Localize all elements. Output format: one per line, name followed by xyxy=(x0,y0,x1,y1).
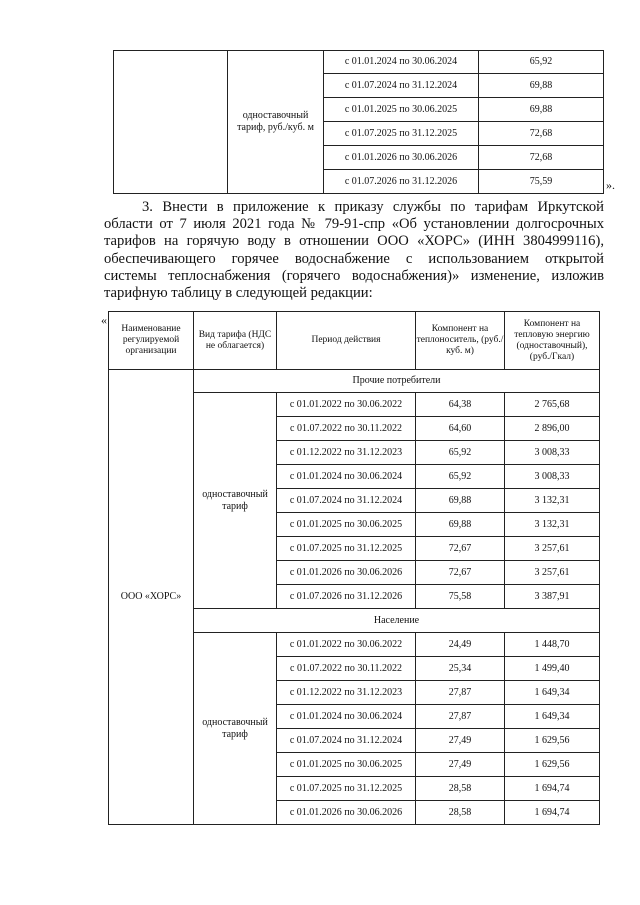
row-carrier-value: 65,92 xyxy=(416,441,505,465)
row-energy-value: 3 132,31 xyxy=(505,489,600,513)
group-tariff-type: одноставочный тариф xyxy=(194,393,277,609)
top-table-value: 69,88 xyxy=(479,74,604,98)
top-table-period: с 01.07.2026 по 31.12.2026 xyxy=(324,170,479,194)
row-carrier-value: 24,49 xyxy=(416,633,505,657)
row-energy-value: 1 649,34 xyxy=(505,681,600,705)
row-carrier-value: 65,92 xyxy=(416,465,505,489)
paragraph-line: системы теплоснабжения (горячего водоснабжения)» изменение, изложив xyxy=(104,267,604,284)
row-carrier-value: 28,58 xyxy=(416,777,505,801)
row-energy-value: 1 629,56 xyxy=(505,729,600,753)
paragraph-line: области от 7 июля 2021 года № 79-91-спр «Об установлении долгосрочных xyxy=(104,216,604,233)
opening-quote-mark: « xyxy=(101,313,107,327)
row-period: с 01.07.2024 по 31.12.2024 xyxy=(277,729,416,753)
row-carrier-value: 27,87 xyxy=(416,681,505,705)
header-period: Период действия xyxy=(277,312,416,370)
row-period: с 01.01.2025 по 30.06.2025 xyxy=(277,513,416,537)
main-tariff-table xyxy=(108,311,600,825)
row-period: с 01.01.2024 по 30.06.2024 xyxy=(277,465,416,489)
row-period: с 01.07.2026 по 31.12.2026 xyxy=(277,585,416,609)
row-carrier-value: 64,38 xyxy=(416,393,505,417)
top-table-value: 65,92 xyxy=(479,51,604,74)
row-period: с 01.01.2022 по 30.06.2022 xyxy=(277,633,416,657)
row-period: с 01.07.2025 по 31.12.2025 xyxy=(277,537,416,561)
group-title-population: Население xyxy=(194,609,600,633)
row-energy-value: 1 649,34 xyxy=(505,705,600,729)
row-period: с 01.01.2026 по 30.06.2026 xyxy=(277,801,416,825)
row-period: с 01.07.2022 по 30.11.2022 xyxy=(277,417,416,441)
row-energy-value: 1 629,56 xyxy=(505,753,600,777)
row-carrier-value: 72,67 xyxy=(416,561,505,585)
row-energy-value: 1 499,40 xyxy=(505,657,600,681)
row-carrier-value: 25,34 xyxy=(416,657,505,681)
row-period: с 01.01.2022 по 30.06.2022 xyxy=(277,393,416,417)
top-table-tariff-type: одноставочный тариф, руб./куб. м xyxy=(228,51,324,194)
row-period: с 01.01.2026 по 30.06.2026 xyxy=(277,561,416,585)
paragraph-line: тарифов на горячую воду в отношении ООО «ХОРС» (ИНН 3804999116), xyxy=(104,233,604,250)
group-title-other-consumers: Прочие потребители xyxy=(194,370,600,393)
row-carrier-value: 27,49 xyxy=(416,729,505,753)
top-table-value: 75,59 xyxy=(479,170,604,194)
row-period: с 01.07.2022 по 30.11.2022 xyxy=(277,657,416,681)
top-table-value: 69,88 xyxy=(479,98,604,122)
row-period: с 01.12.2022 по 31.12.2023 xyxy=(277,681,416,705)
row-period: с 01.01.2025 по 30.06.2025 xyxy=(277,753,416,777)
row-energy-value: 2 765,68 xyxy=(505,393,600,417)
row-carrier-value: 27,87 xyxy=(416,705,505,729)
header-carrier-component: Компонент на теплоноситель, (руб./куб. м) xyxy=(416,312,505,370)
top-table-period: с 01.01.2025 по 30.06.2025 xyxy=(324,98,479,122)
top-table-period: с 01.07.2024 по 31.12.2024 xyxy=(324,74,479,98)
row-carrier-value: 69,88 xyxy=(416,489,505,513)
paragraph-line: тарифную таблицу в следующей редакции: xyxy=(104,285,373,302)
top-table-value: 72,68 xyxy=(479,122,604,146)
row-carrier-value: 64,60 xyxy=(416,417,505,441)
amendment-paragraph xyxy=(104,199,604,302)
paragraph-line: 3. Внести в приложение к приказу службы по тарифам Иркутской xyxy=(142,199,604,215)
row-energy-value: 1 694,74 xyxy=(505,777,600,801)
row-period: с 01.12.2022 по 31.12.2023 xyxy=(277,441,416,465)
top-tariff-table xyxy=(113,50,604,194)
header-organization: Наименование регулируемой организации xyxy=(109,312,194,370)
top-table-period: с 01.07.2025 по 31.12.2025 xyxy=(324,122,479,146)
row-energy-value: 1 448,70 xyxy=(505,633,600,657)
row-carrier-value: 72,67 xyxy=(416,537,505,561)
row-energy-value: 3 257,61 xyxy=(505,561,600,585)
top-table-period: с 01.01.2024 по 30.06.2024 xyxy=(324,51,479,74)
row-energy-value: 3 008,33 xyxy=(505,465,600,489)
row-period: с 01.07.2024 по 31.12.2024 xyxy=(277,489,416,513)
closing-quote-mark: ». xyxy=(606,178,615,192)
group-tariff-type: одноставочный тариф xyxy=(194,633,277,825)
row-carrier-value: 27,49 xyxy=(416,753,505,777)
top-table-empty-cell xyxy=(114,51,228,194)
paragraph-line: обеспечивающего горячее водоснабжение с использованием открытой xyxy=(104,250,604,267)
row-period: с 01.01.2024 по 30.06.2024 xyxy=(277,705,416,729)
row-carrier-value: 69,88 xyxy=(416,513,505,537)
row-energy-value: 3 257,61 xyxy=(505,537,600,561)
header-energy-component: Компонент на тепловую энергию (одноставочный), (руб./Гкал) xyxy=(505,312,600,370)
top-table-value: 72,68 xyxy=(479,146,604,170)
header-tariff-type: Вид тарифа (НДС не облагается) xyxy=(194,312,277,370)
top-table-period: с 01.01.2026 по 30.06.2026 xyxy=(324,146,479,170)
row-energy-value: 2 896,00 xyxy=(505,417,600,441)
row-carrier-value: 75,58 xyxy=(416,585,505,609)
row-energy-value: 3 387,91 xyxy=(505,585,600,609)
row-energy-value: 3 132,31 xyxy=(505,513,600,537)
row-energy-value: 3 008,33 xyxy=(505,441,600,465)
row-carrier-value: 28,58 xyxy=(416,801,505,825)
row-period: с 01.07.2025 по 31.12.2025 xyxy=(277,777,416,801)
organization-name: ООО «ХОРС» xyxy=(109,370,194,825)
row-energy-value: 1 694,74 xyxy=(505,801,600,825)
